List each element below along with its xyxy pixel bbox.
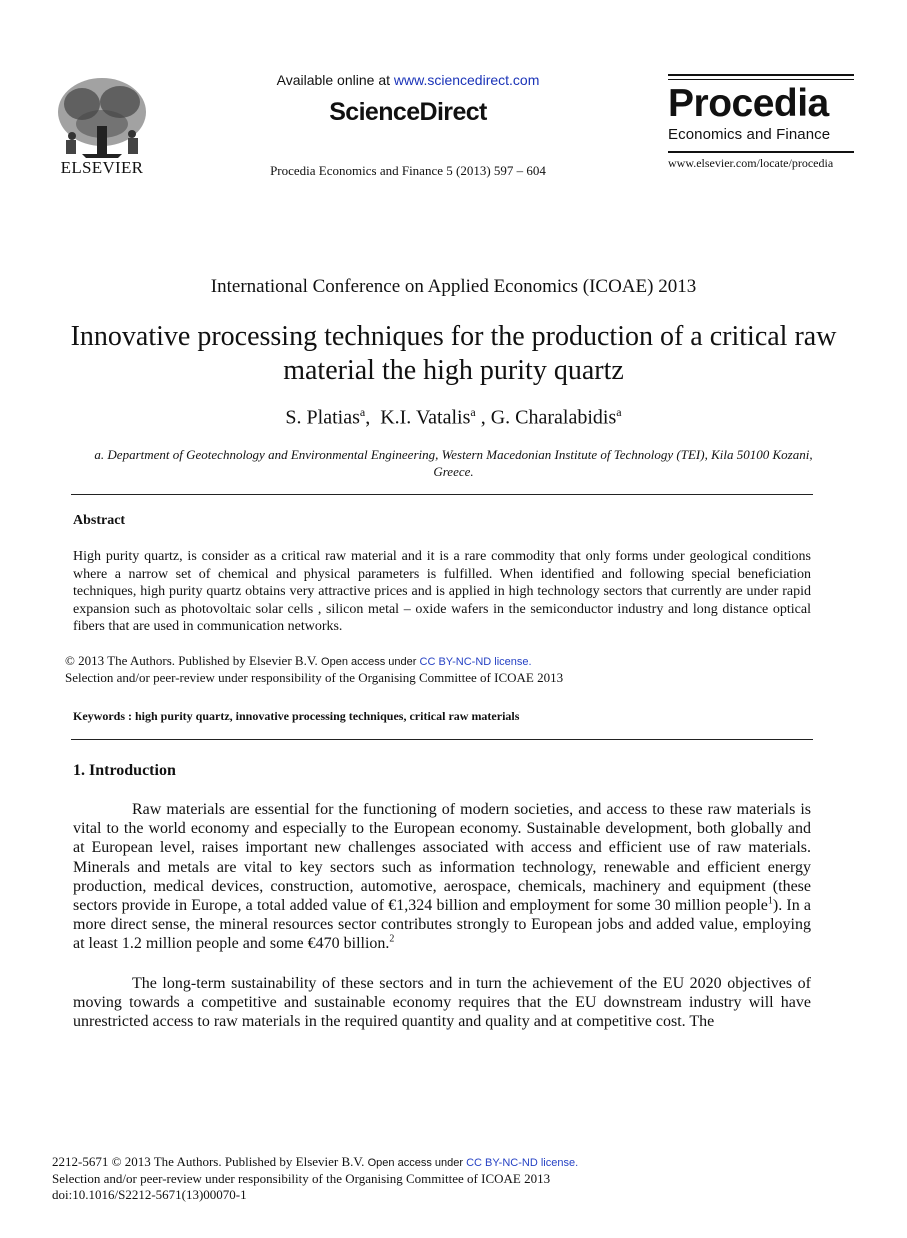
procedia-url[interactable]: www.elsevier.com/locate/procedia	[668, 156, 834, 170]
divider	[71, 739, 813, 740]
keywords: Keywords : high purity quartz, innovative processing techniques, critical raw materials	[73, 709, 520, 723]
affiliation: a. Department of Geotechnology and Environmental Engineering, Western Macedonian Institute of Technology (TEI), Kila 50100 Kozani, Greece.	[94, 447, 813, 479]
sciencedirect-link[interactable]: www.sciencedirect.com	[393, 72, 540, 88]
paragraph	[73, 800, 811, 954]
procedia-rule	[668, 151, 854, 153]
peer-review-line: Selection and/or peer-review under responsibility of the Organising Committee of ICOAE 2013	[52, 1171, 551, 1186]
paragraph: The long-term sustainability of these sectors and in turn the achievement of the EU 2020 objectives of moving towards a competitive and sustainable economy requires that the EU downstream industry will have unrestricted access to raw materials in the required quantity and quality and at competitive cost. The	[73, 975, 811, 1031]
procedia-brand: Procedia	[668, 82, 829, 125]
elsevier-wordmark: ELSEVIER	[60, 158, 144, 177]
procedia-rule	[668, 74, 854, 76]
license-link[interactable]: CC BY-NC-ND license.	[419, 656, 532, 668]
footer-issn: 2212-5671 © 2013 The Authors. Published by Elsevier B.V.	[52, 1154, 368, 1169]
peer-review-line: Selection and/or peer-review under responsibility of the Organising Committee of ICOAE 2013	[65, 670, 564, 685]
sciencedirect-logo: ScienceDirect	[329, 98, 487, 126]
procedia-rule	[668, 79, 854, 80]
abstract-text: High purity quartz, is consider as a critical raw material and it is a rare commodity that only forms under geological conditions where a narrow set of chemical and physical parameters is fulfilled. When identified and following special beneficiation techniques, high purity quartz obtains very attractive prices and is applied in high technology sectors that currently are under rapid expansion such as photovoltaic solar cells , silicon metal – oxide wafers in the semiconductor industry and long distance optical fibers that are used in communication networks.	[73, 549, 811, 635]
page-footer	[52, 1154, 812, 1203]
conference-name: International Conference on Applied Economics (ICOAE) 2013	[210, 276, 697, 297]
license-link[interactable]: CC BY-NC-ND license.	[466, 1157, 579, 1169]
elsevier-logo	[52, 74, 152, 178]
open-access-label: Open access under	[367, 1157, 467, 1169]
copyright-line: © 2013 The Authors. Published by Elsevier B.V.	[65, 653, 322, 668]
procedia-logo	[668, 74, 854, 171]
abstract-heading: Abstract	[73, 513, 126, 528]
author-affil-mark: a	[359, 405, 366, 419]
divider	[71, 494, 813, 495]
author-name: S. Platias	[285, 406, 360, 429]
footnote-ref[interactable]: 1	[767, 895, 773, 907]
footnote-ref[interactable]: 2	[389, 934, 395, 946]
copyright-notice	[65, 653, 825, 686]
author-affil-mark: a	[616, 405, 622, 419]
available-prefix: Available online at	[276, 72, 394, 88]
paper-title: Innovative processing techniques for the production of a critical raw material the high purity quartz	[70, 321, 837, 386]
paragraph-text: ). In a more direct sense, the mineral resources sector contributes strongly to European jobs and added value, employing at least 1.2 million people and some €470 billion.	[73, 897, 812, 953]
doi[interactable]: doi:10.1016/S2212-5671(13)00070-1	[52, 1187, 247, 1202]
procedia-subtitle: Economics and Finance	[668, 126, 831, 143]
available-online	[258, 72, 558, 88]
author-affil-mark: a	[470, 405, 476, 419]
paragraph-text: Raw materials are essential for the functioning of modern societies, and access to these raw materials is vital to the world economy and especially to the European economy. Sustainable development, both globally and at European level, raises important new challenges associated with access and efficient use of raw materials. Minerals and metals are vital to key sectors such as information technology, renewable and efficient energy production, medical devices, construction, automotive, aerospace, chemicals, machinery and equipment (these sectors provide in Europe, a total added value of €1,324 billion and employment for some 30 million people	[73, 801, 811, 915]
author-name: K.I. Vatalis	[380, 406, 471, 429]
open-access-label: Open access under	[321, 656, 420, 668]
author-list: S. Platias$^a$, K.I. Vatalis$^a$ , G. Charalabidis$^a$	[285, 405, 622, 429]
author-name: G. Charalabidis	[490, 406, 617, 429]
section-heading: 1. Introduction	[73, 762, 176, 779]
journal-reference: Procedia Economics and Finance 5 (2013) 597 – 604	[270, 163, 546, 178]
